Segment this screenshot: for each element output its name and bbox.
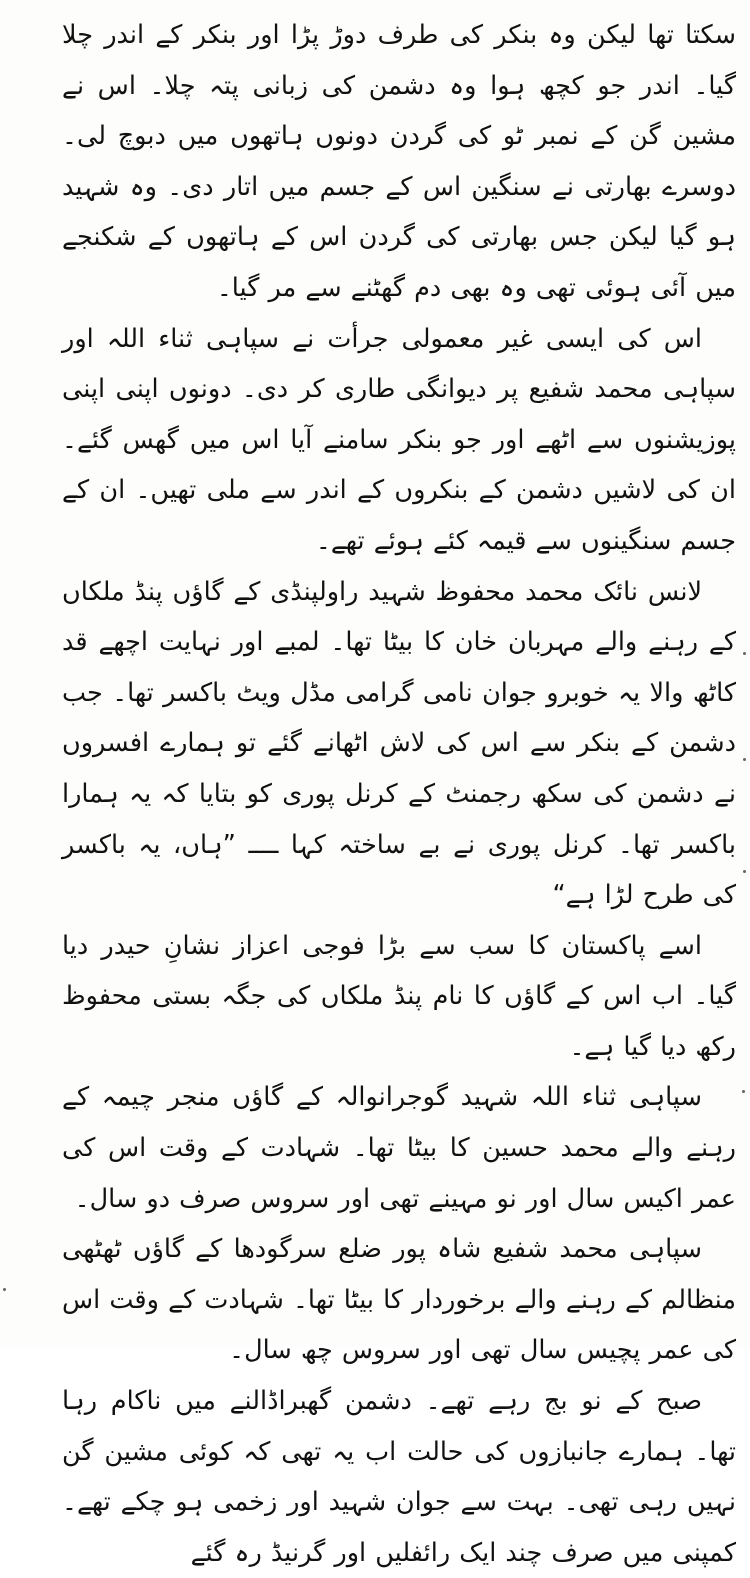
scan-speck (743, 652, 746, 655)
paragraph-7: صبح کے نو بج رہے تھے۔ دشمن گھبراڈالنے میں ناکام رہا تھا۔ ہمارے جانبازوں کی حالت اب یہ تھی کہ کوئی مشین گن نہیں رہی تھی۔ بہت سے جوان شہید اور زخمی ہو چکے تھے۔ کمپنی میں صرف چند ایک رائفلیں اور گرنیڈ رہ گئے (62, 1386, 736, 1568)
scan-speck (3, 1288, 6, 1291)
paragraph-3: لانس نائک محمد محفوظ شہید راولپنڈی کے گاؤں پنڈ ملکاں کے رہنے والے مہربان خان کا بیٹا تھا۔ لمبے اور نہایت اچھے قد کاٹھ والا یہ خوبرو جوان نامی گرامی مڈل ویٹ باکسر تھا۔ جب دشمن کے بنکر سے اس کی لاش اٹھانے گئے تو ہمارے افسروں نے دشمن کی سکھ رجمنٹ کے کرنل پوری کو بتایا کہ یہ ہمارا باکسر تھا۔ کرنل پوری نے بے ساختہ کہا ــــ ”ہاں، یہ باکسر کی طرح لڑا ہے“ (62, 576, 736, 911)
urdu-text-body (62, 10, 736, 1578)
scan-speck (743, 870, 746, 873)
paragraph-2: اس کی ایسی غیر معمولی جرأت نے سپاہی ثناء اللہ اور سپاہی محمد شفیع پر دیوانگی طاری کر دی۔ دونوں اپنی اپنی پوزیشنوں سے اٹھے اور جو بنکر سامنے آیا اس میں گھس گئے۔ ان کی لاشیں دشمن کے بنکروں کے اندر سے ملی تھیں۔ ان کے جسم سنگینوں سے قیمہ کئے ہوئے تھے۔ (62, 323, 736, 556)
paragraph-1: سکتا تھا لیکن وہ بنکر کی طرف دوڑ پڑا اور بنکر کے اندر چلا گیا۔ اندر جو کچھ ہوا وہ دشمن کی زبانی پتہ چلا۔ اس نے مشین گن کے نمبر ٹو کی گردن دونوں ہاتھوں میں دبوچ لی۔ دوسرے بھارتی نے سنگین اس کے جسم میں اتار دی۔ وہ شہید ہو گیا لیکن جس بھارتی کی گردن اس کے ہاتھوں کے شکنجے میں آئی ہوئی تھی وہ بھی دم گھٹنے سے مر گیا۔ (62, 20, 736, 303)
paragraph-4: اسے پاکستان کا سب سے بڑا فوجی اعزاز نشانِ حیدر دیا گیا۔ اب اس کے گاؤں کا نام پنڈ ملکاں کی جگہ بستی محفوظ رکھ دیا گیا ہے۔ (62, 930, 736, 1062)
scan-speck (743, 758, 746, 761)
scan-speck (742, 1090, 745, 1093)
paragraph-5: سپاہی ثناء اللہ شہید گوجرانوالہ کے گاؤں منجر چیمہ کے رہنے والے محمد حسین کا بیٹا تھا۔ شہادت کے وقت اس کی عمر اکیس سال اور نو مہینے تھی اور سروس صرف دو سال۔ (62, 1082, 736, 1214)
paragraph-6: سپاہی محمد شفیع شاہ پور ضلع سرگودھا کے گاؤں ٹھٹھی منظالم کے رہنے والے برخوردار کا بیٹا تھا۔ شہادت کے وقت اس کی عمر پچیس سال تھی اور سروس چھ سال۔ (62, 1234, 736, 1366)
